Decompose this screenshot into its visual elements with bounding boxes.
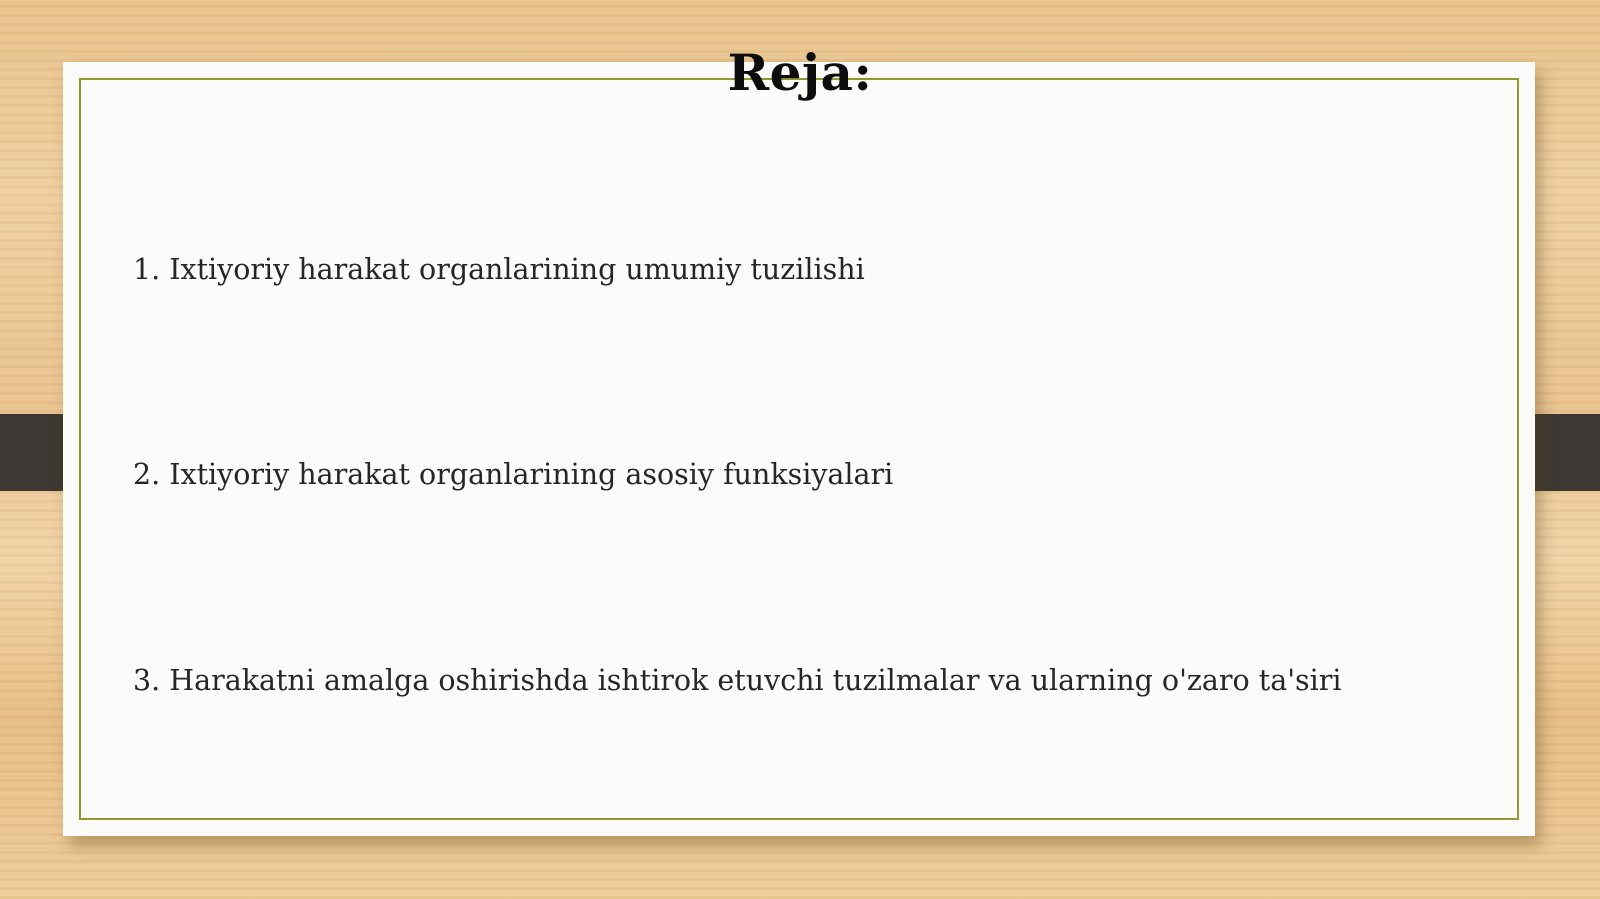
slide-frame-border (79, 78, 1519, 820)
plan-item-2: 2. Ixtiyoriy harakat organlarining asosiy funksiyalari (133, 458, 894, 491)
plan-item-3: 3. Harakatni amalga oshirishda ishtirok etuvchi tuzilmalar va ularning o'zaro ta'siri (133, 664, 1342, 697)
plan-item-1: 1. Ixtiyoriy harakat organlarining umumiy tuzilishi (133, 253, 865, 286)
slide-card (63, 62, 1535, 836)
slide-title: Reja: (727, 43, 873, 102)
